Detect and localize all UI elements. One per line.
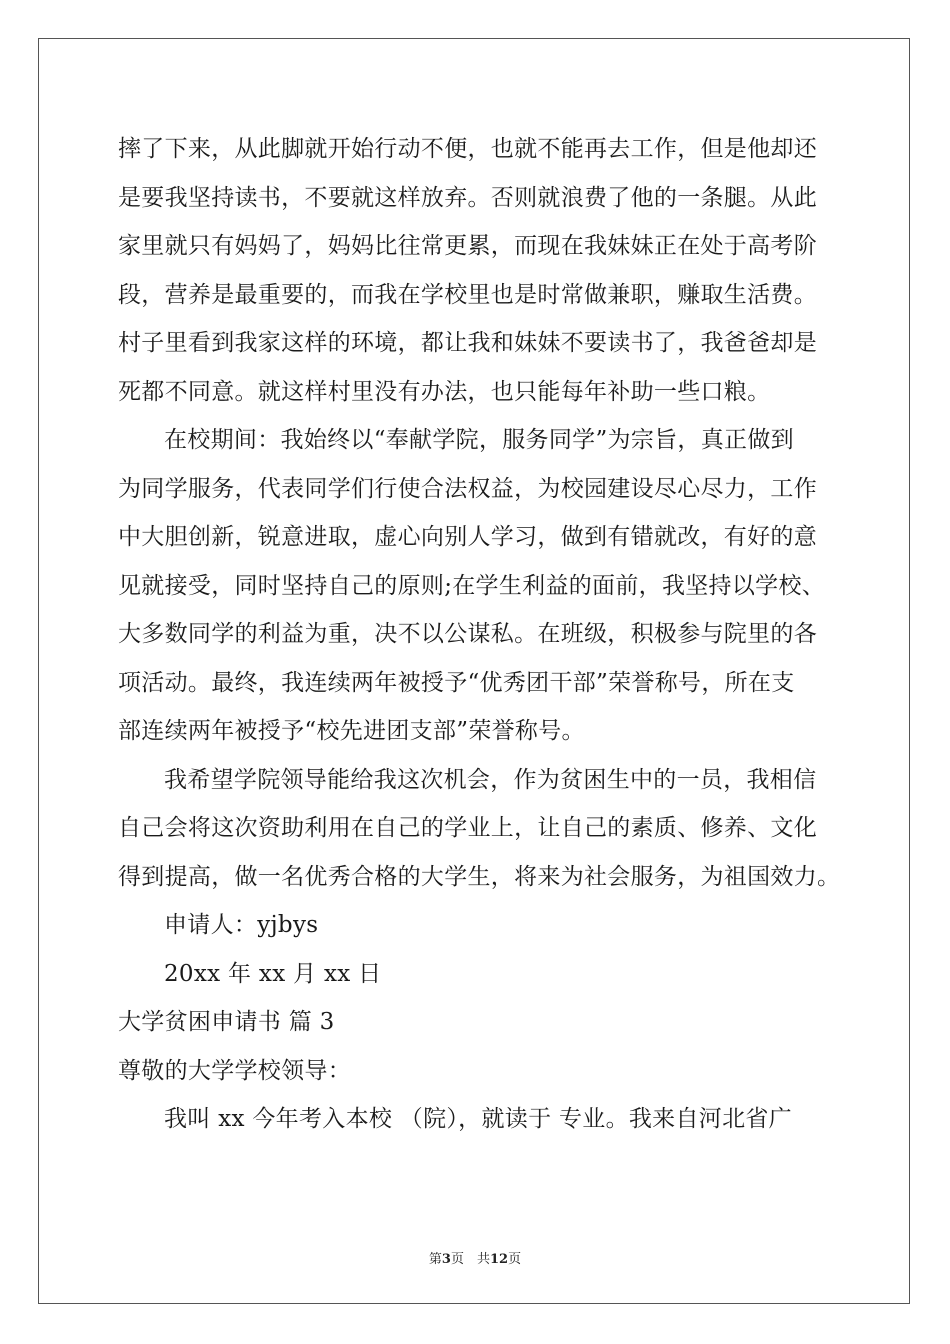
text-line: 见就接受，同时坚持自己的原则;在学生利益的面前，我坚持以学校、	[118, 572, 826, 599]
text-line: 死都不同意。就这样村里没有办法，也只能每年补助一些口粮。	[118, 378, 771, 405]
text-line: 摔了下来，从此脚就开始行动不便，也就不能再去工作，但是他却还	[118, 136, 817, 162]
text-line: 我希望学院领导能给我这次机会，作为贫困生中的一员，我相信	[164, 766, 817, 793]
text-line: 部连续两年被授予“校先进团支部”荣誉称号。	[118, 718, 585, 744]
current-page-number: 3	[441, 1252, 451, 1267]
text-line: 村子里看到我家这样的环境，都让我和妹妹不要读书了，我爸爸却是	[118, 330, 817, 356]
text-line: 段，营养是最重要的，而我在学校里也是时常做兼职，赚取生活费。	[118, 281, 817, 308]
text-line: 家里就只有妈妈了，妈妈比往常更累，而现在我妹妹正在处于高考阶	[118, 233, 817, 259]
footer-middle: 页 共	[450, 1252, 490, 1267]
text-line: 自己会将这次资助利用在自己的学业上，让自己的素质、修养、文化	[118, 815, 817, 841]
text-line: 我叫 xx 今年考入本校 （院），就读于 专业。我来自河北省广	[164, 1106, 792, 1132]
total-page-number: 12	[489, 1252, 509, 1267]
text-line: 大学贫困申请书 篇 3	[118, 1009, 335, 1035]
text-line: 在校期间：我始终以“奉献学院，服务同学”为宗旨，真正做到	[164, 427, 794, 453]
footer-suffix: 页	[508, 1252, 522, 1267]
text-line: 大多数同学的利益为重，决不以公谋私。在班级，积极参与院里的各	[118, 621, 817, 647]
footer-prefix: 第	[428, 1252, 442, 1267]
text-line: 项活动。最终，我连续两年被授予“优秀团干部”荣誉称号，所在支	[118, 669, 795, 696]
text-line: 中大胆创新，锐意进取，虚心向别人学习，做到有错就改，有好的意	[118, 524, 817, 550]
text-line: 20xx 年 xx 月 xx 日	[164, 960, 382, 987]
text-line: 为同学服务，代表同学们行使合法权益，为校园建设尽心尽力，工作	[118, 475, 817, 502]
text-line: 尊敬的大学学校领导：	[118, 1057, 351, 1084]
document-body	[118, 125, 841, 1144]
page-footer	[0, 1248, 950, 1267]
text-line: 申请人：yjbys	[164, 912, 319, 938]
text-line: 得到提高，做一名优秀合格的大学生，将来为社会服务，为祖国效力。	[118, 863, 841, 890]
text-line: 是要我坚持读书，不要就这样放弃。否则就浪费了他的一条腿。从此	[118, 184, 817, 211]
